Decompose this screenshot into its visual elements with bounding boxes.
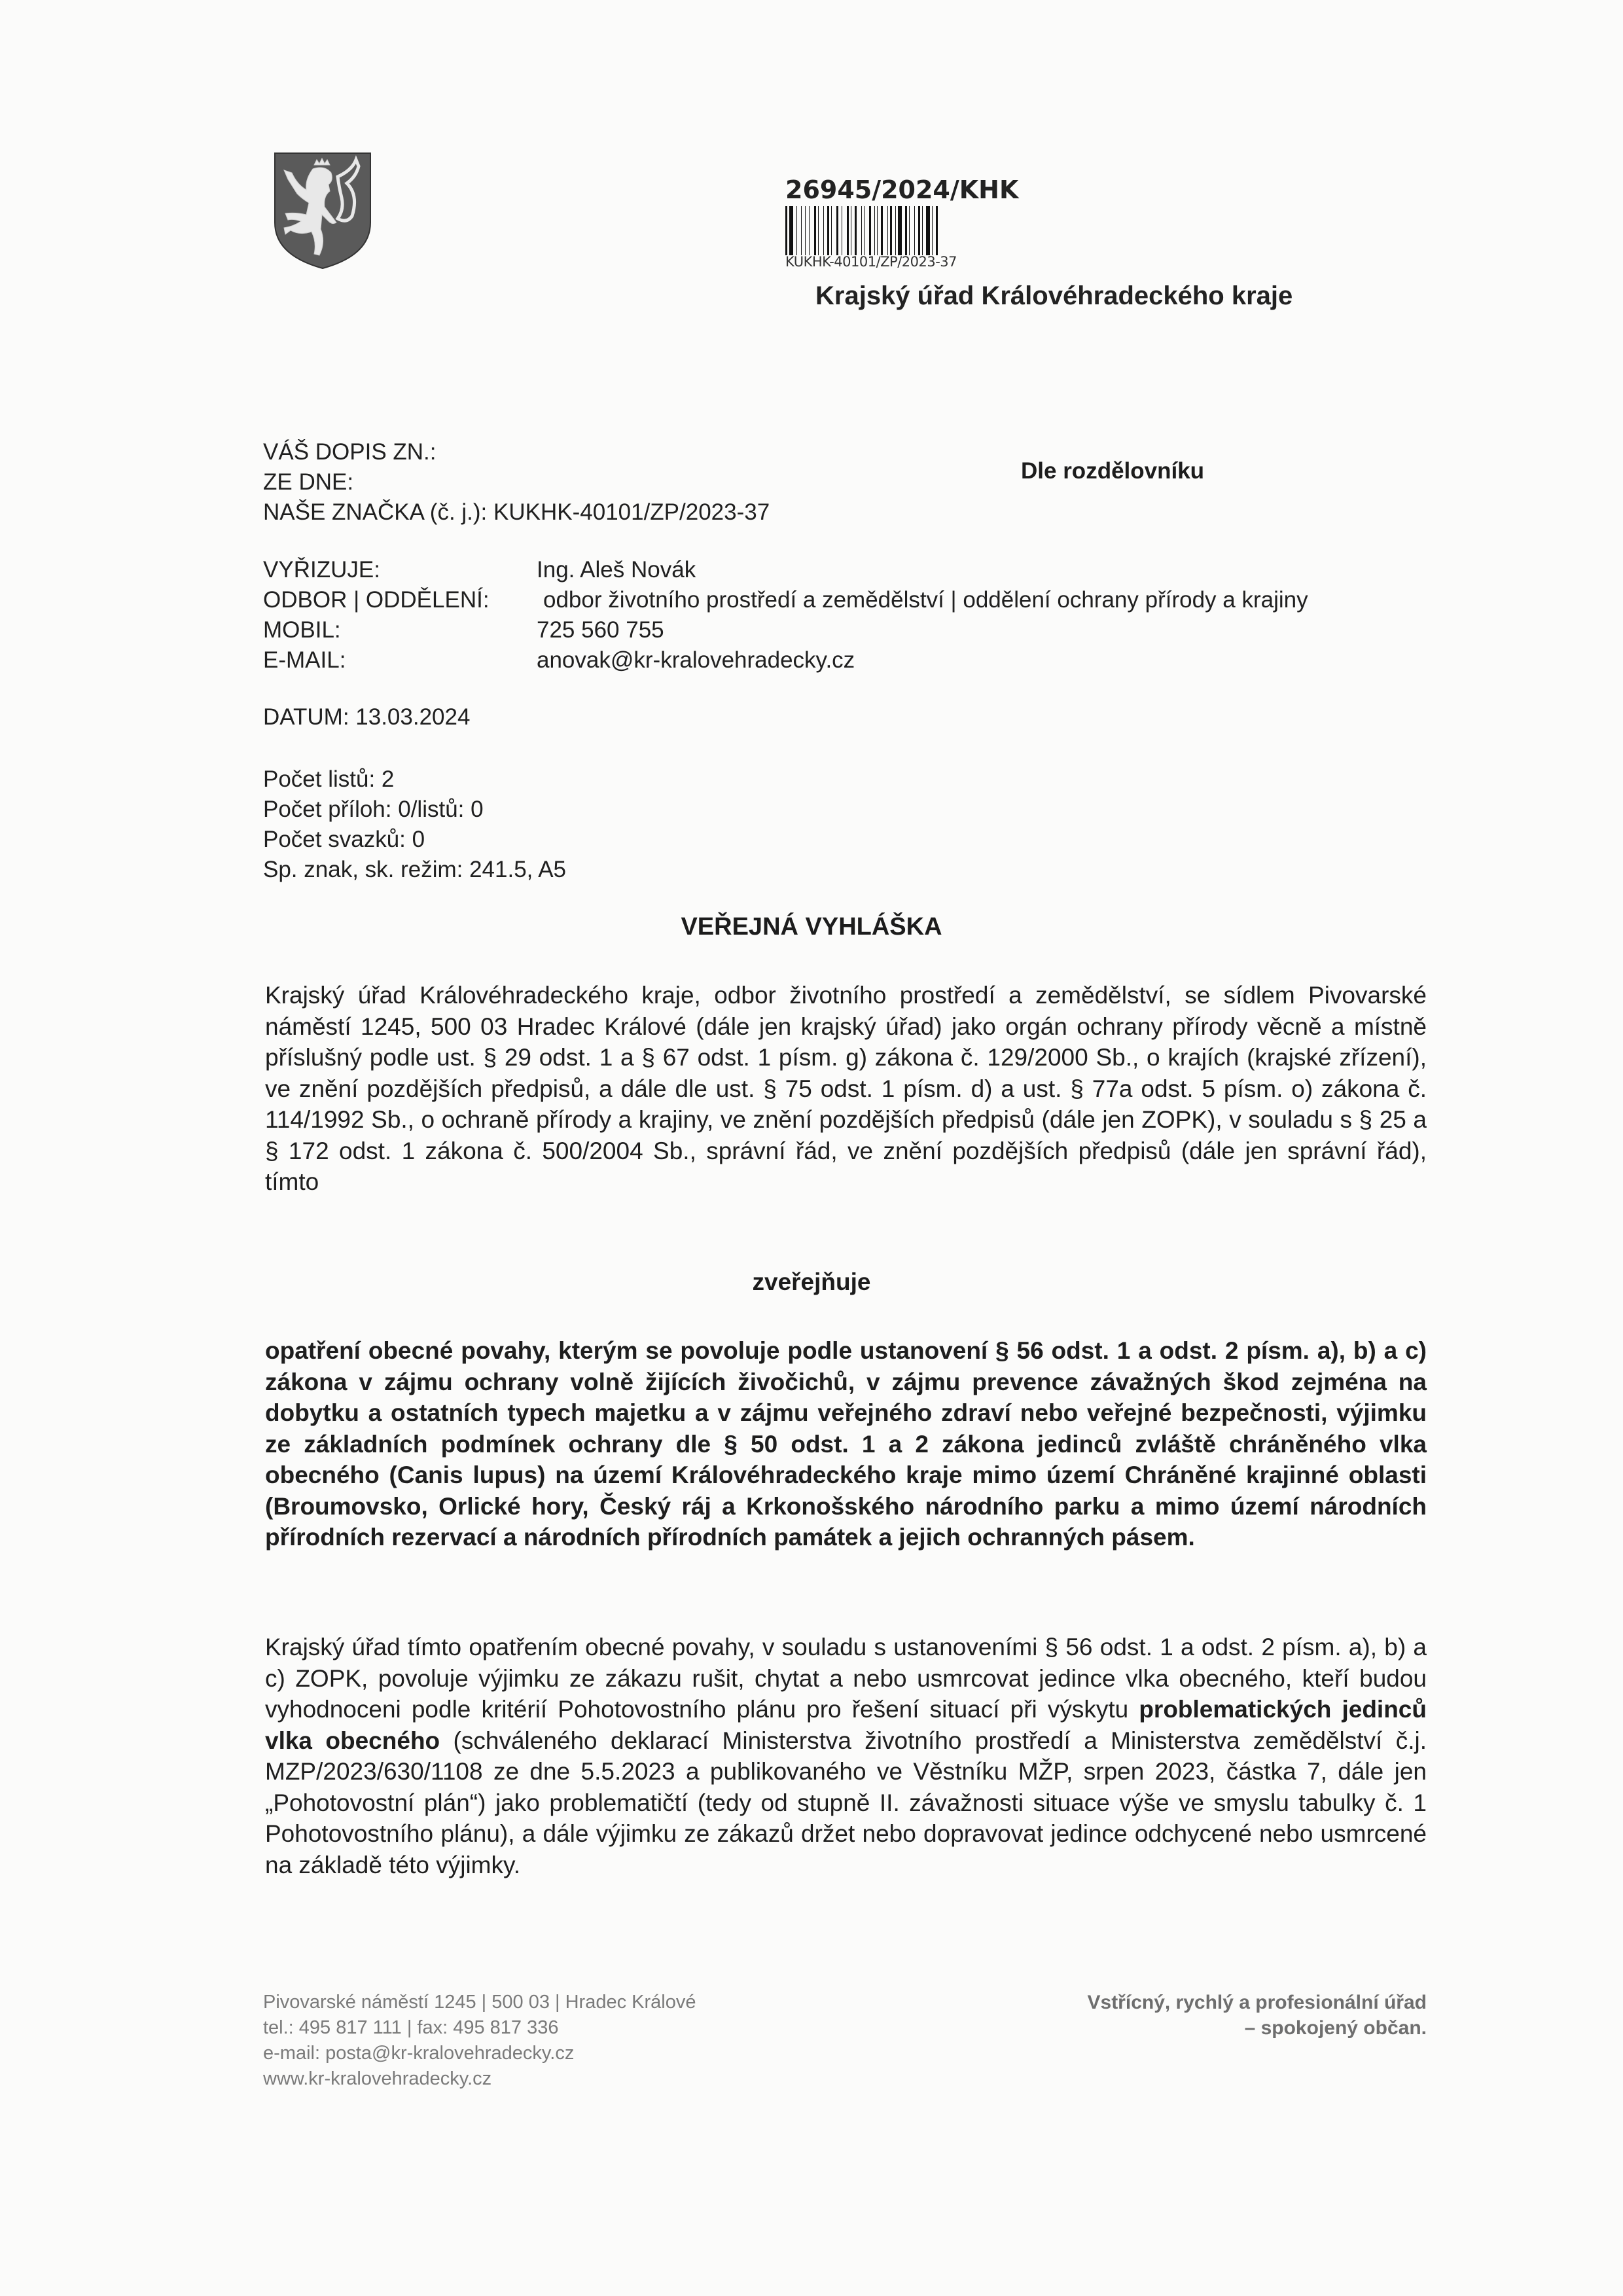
footer-address: Pivovarské náměstí 1245 | 500 03 | Hradec Králové xyxy=(263,1992,696,2013)
footer-phone: tel.: 495 817 111 | fax: 495 817 336 xyxy=(263,2017,559,2038)
barcode-bar xyxy=(922,206,923,255)
exception-text-2: (schváleného deklarací Ministerstva životního prostředí a Ministerstva zemědělství č.j. MZP/2023/630/1108 ze dne 5.5.2023 a publikovaného ve Věstníku MŽP, srpen 2023, částka 7, dále jen „Pohotovostní plán“) jako problematičtí (tedy od stupně II. závažnosti situace výše ve smyslu tabulky č. 1 Pohotovostního plánu), a dále výjimku ze zákazů držet nebo dopravovat jedince odchycené nebo usmrcené na základě této výjimky. xyxy=(265,1727,1427,1878)
barcode-bar xyxy=(827,206,829,255)
paragraph-measure: opatření obecné povahy, kterým se povoluje podle ustanovení § 56 odst. 1 a odst. 2 písm. a), b) a c) zákona v zájmu ochrany volně žijících živočichů, v zájmu prevence závažných škod zejména na dobytku a ostatních typech majetku a v zájmu veřejného zdraví nebo veřejné bezpečnosti, výjimku ze základních podmínek ochrany dle § 50 odst. 1 a 2 zákona jedinců zvláště chráněného vlka obecného (Canis lupus) na území Královéhradeckého kraje mimo území Chráněné krajinné oblasti (Broumovsko, Orlické hory, Český ráj a Krkonošského národního parku a mimo území národních přírodních rezervací a národních přírodních památek a jejich ochranných pásem. xyxy=(265,1337,1427,1551)
barcode-bar xyxy=(898,206,902,255)
barcode-bar xyxy=(847,206,849,255)
department-value: odbor životního prostředí a zemědělství | oddělení ochrany přírody a krajiny xyxy=(543,587,1308,613)
contact-block xyxy=(263,555,1308,675)
exception-text-1: Krajský úřad tímto opatřením obecné povahy, v souladu s ustanoveními § 56 odst. 1 a odst. 2 písm. a), b) a c) ZOPK, povoluje výjimku ze zákazu rušit, chytat a nebo usmrcovat jedince vlka obecného, kteří budou vyhodnoceni podle kritérií Pohotovostního plánu pro řešení situací při výskytu xyxy=(265,1634,1427,1723)
mobile-value: 725 560 755 xyxy=(537,617,664,643)
barcode-bar xyxy=(881,206,883,255)
barcode-bar xyxy=(887,206,888,255)
handler-label: VYŘIZUJE: xyxy=(263,557,380,583)
barcode-bar xyxy=(932,206,933,255)
barcode-bar xyxy=(874,206,875,255)
department-label: ODBOR | ODDĚLENÍ: xyxy=(263,587,490,613)
barcode-bar xyxy=(823,206,824,255)
filing-mark: Sp. znak, sk. režim: 241.5, A5 xyxy=(263,857,566,882)
publishes-heading: zveřejňuje xyxy=(752,1268,871,1295)
footer-motto xyxy=(949,1990,1427,2041)
barcode-bar xyxy=(926,206,930,255)
barcode-bar xyxy=(855,206,857,255)
barcode-bar xyxy=(895,206,896,255)
barcode-bar xyxy=(785,206,787,255)
barcode-bar xyxy=(909,206,910,255)
document-number: 26945/2024/KHK xyxy=(785,175,1019,204)
barcode-bar xyxy=(831,206,832,255)
barcode-bar xyxy=(809,206,810,255)
document-date: DATUM: 13.03.2024 xyxy=(263,704,471,730)
recipient: Dle rozdělovníku xyxy=(1021,458,1205,484)
barcode-subcode: KUKHK-40101/ZP/2023-37 xyxy=(785,254,957,270)
barcode-bar xyxy=(905,206,907,255)
your-letter-ref: VÁŠ DOPIS ZN.: xyxy=(263,439,437,465)
sheet-count: Počet listů: 2 xyxy=(263,766,395,792)
email-label: E-MAIL: xyxy=(263,647,346,673)
email-value[interactable]: anovak@kr-kralovehradecky.cz xyxy=(537,647,855,673)
paragraph-exception xyxy=(265,1632,1427,1880)
footer-web[interactable]: www.kr-kralovehradecky.cz xyxy=(263,2068,492,2089)
barcode xyxy=(785,206,1139,255)
barcode-bar xyxy=(789,206,793,255)
barcode-bar xyxy=(796,206,797,255)
footer-email[interactable]: e-mail: posta@kr-kralovehradecky.cz xyxy=(263,2043,575,2064)
organization-title: Krajský úřad Královéhradeckého kraje xyxy=(815,281,1293,310)
barcode-bar xyxy=(918,206,920,255)
footer-contact xyxy=(263,1990,696,2092)
counts-block xyxy=(263,764,566,885)
mobile-label: MOBIL: xyxy=(263,617,341,643)
our-ref xyxy=(263,497,770,528)
our-ref-value: KUKHK-40101/ZP/2023-37 xyxy=(493,499,770,525)
document-title: VEŘEJNÁ VYHLÁŠKA xyxy=(681,913,942,941)
handler-value: Ing. Aleš Novák xyxy=(537,557,696,583)
coat-of-arms-icon xyxy=(274,151,372,270)
exception-text-bold: problematických jedinců vlka obecného xyxy=(265,1696,1427,1754)
motto-line-2: – spokojený občan. xyxy=(1244,2017,1427,2039)
barcode-bar xyxy=(869,206,871,255)
motto-line-1: Vstřícný, rychlý a profesionální úřad xyxy=(1087,1992,1427,2013)
dated-label: ZE DNE: xyxy=(263,469,354,495)
volume-count: Počet svazků: 0 xyxy=(263,827,425,852)
barcode-bar xyxy=(801,206,802,255)
barcode-bar xyxy=(818,206,819,255)
barcode-bar xyxy=(836,206,838,255)
barcode-bar xyxy=(861,206,862,255)
paragraph-intro: Krajský úřad Královéhradeckého kraje, odbor životního prostředí a zemědělství, se sídlem Pivovarské náměstí 1245, 500 03 Hradec Králové (dále jen krajský úřad) jako orgán ochrany přírody věcně a místně příslušný podle ust. § 29 odst. 1 a § 67 odst. 1 písm. g) zákona č. 129/2000 Sb., o krajích (krajské zřízení), ve znění pozdějších předpisů, a dále dle ust. § 75 odst. 1 písm. d) a ust. § 77a odst. 5 písm. o) zákona č. 114/1992 Sb., o ochraně přírody a krajiny, ve znění pozdějších předpisů (dále jen ZOPK), v souladu s § 25 a § 172 odst. 1 zákona č. 500/2004 Sb., správní řád, ve znění pozdějších předpisů (dále jen správní řád), tímto xyxy=(265,982,1427,1195)
barcode-bar xyxy=(814,206,816,255)
barcode-bar xyxy=(936,206,938,255)
attachment-count: Počet příloh: 0/listů: 0 xyxy=(263,797,484,822)
barcode-bar xyxy=(877,206,878,255)
barcode-bar xyxy=(805,206,806,255)
barcode-bar xyxy=(864,206,865,255)
reference-block xyxy=(263,437,770,528)
barcode-bar xyxy=(890,206,892,255)
barcode-bar xyxy=(914,206,915,255)
our-ref-label: NAŠE ZNAČKA (č. j.): xyxy=(263,499,488,525)
